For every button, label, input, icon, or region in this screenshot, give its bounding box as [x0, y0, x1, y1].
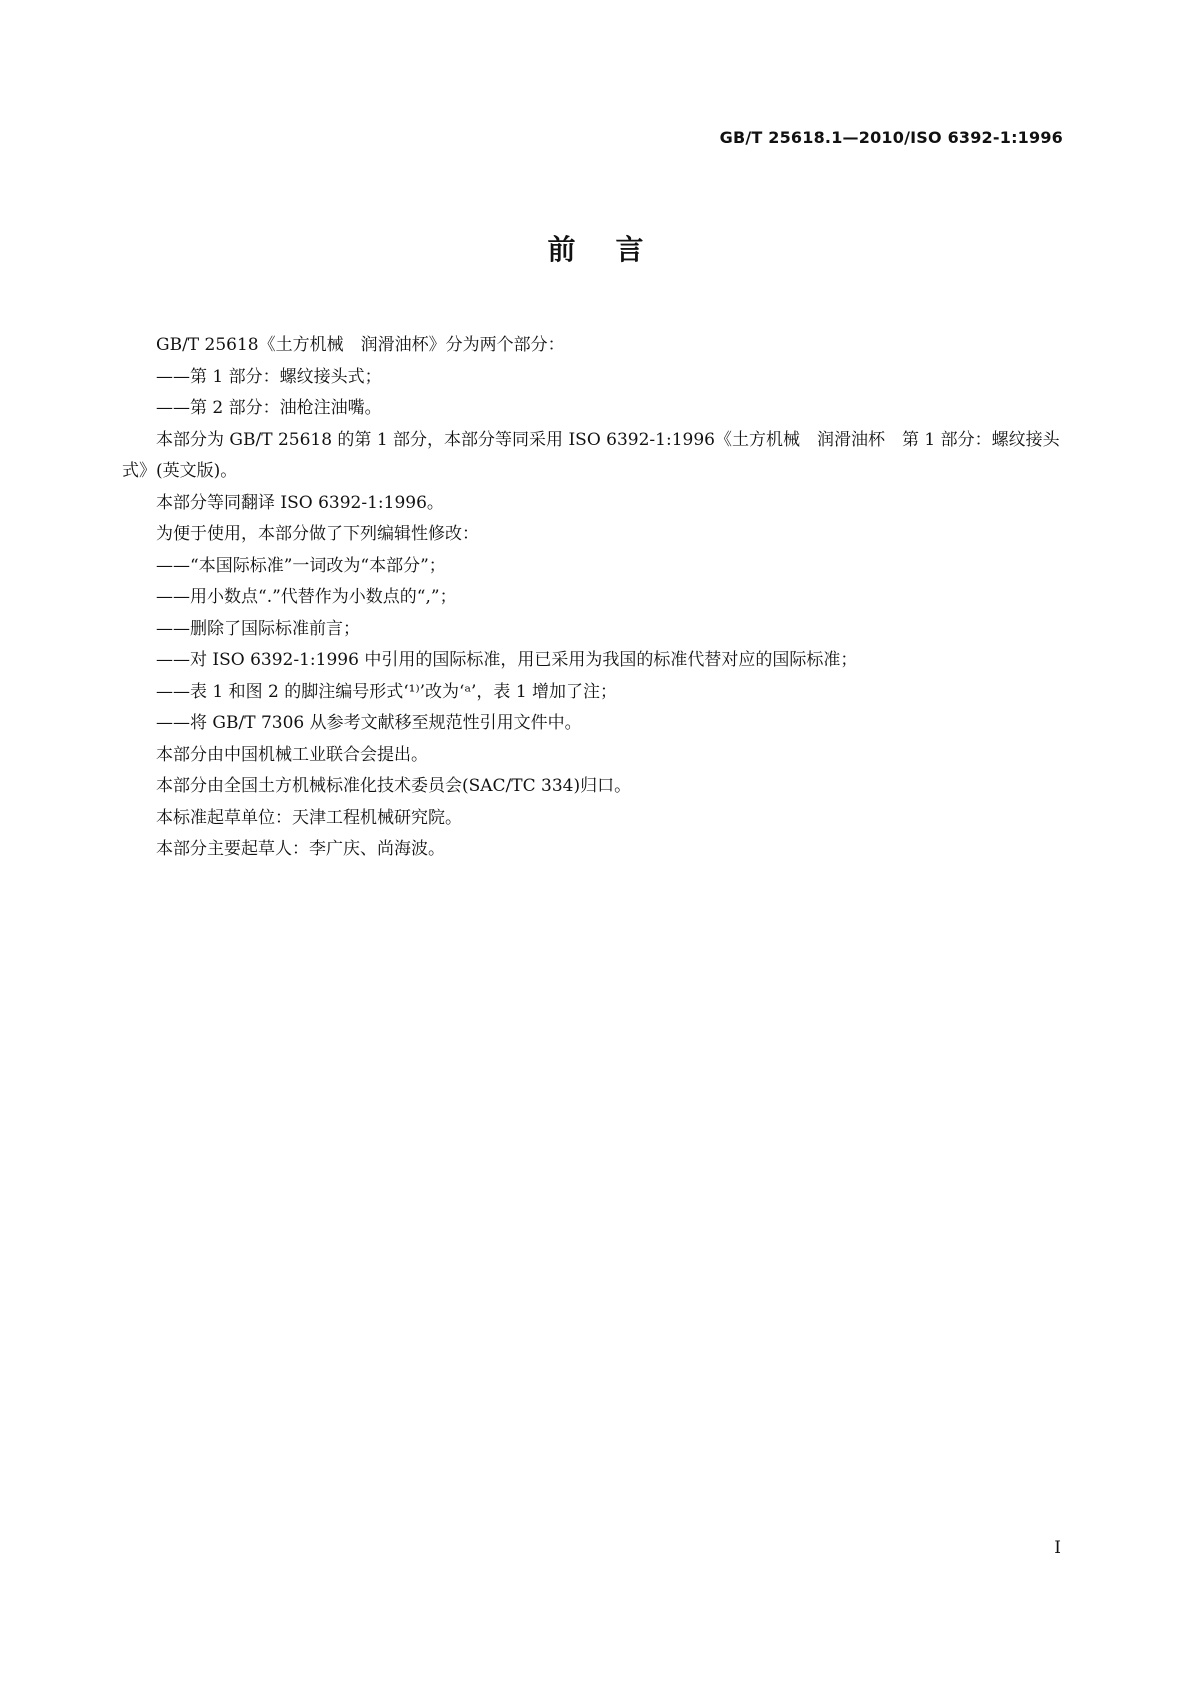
- paragraph: 本部分由全国土方机械标准化技术委员会(SAC/TC 334)归口。: [156, 776, 632, 796]
- standard-code: GB/T 25618.1—2010/ISO 6392-1:1996: [719, 128, 1063, 147]
- paragraph: 本部分为 GB/T 25618 的第 1 部分，本部分等同采用 ISO 6392-1:1996《土方机械 润滑油杯 第 1 部分：螺纹接头式》(英文版)。: [122, 429, 1060, 481]
- list-item: ——用小数点“.”代替作为小数点的“,”；: [156, 587, 457, 607]
- page-title: 前言: [547, 233, 684, 266]
- list-item: ——第 2 部分：油枪注油嘴。: [156, 398, 382, 418]
- paragraph: 本部分等同翻译 ISO 6392-1:1996。: [156, 492, 444, 513]
- page-number: I: [1054, 1538, 1061, 1558]
- list-item: ——“本国际标准”一词改为“本部分”；: [156, 555, 446, 576]
- list-item: ——表 1 和图 2 的脚注编号形式‘¹⁾’改为‘ᵃ’，表 1 增加了注；: [156, 681, 618, 702]
- paragraph: 本标准起草单位：天津工程机械研究院。: [156, 807, 462, 828]
- list-item: ——对 ISO 6392-1:1996 中引用的国际标准，用已采用为我国的标准代替对应的国际标准；: [156, 650, 858, 670]
- paragraph: 为便于使用，本部分做了下列编辑性修改：: [156, 524, 479, 544]
- paragraph: 本部分主要起草人：李广庆、尚海波。: [156, 839, 445, 859]
- paragraph: 本部分由中国机械工业联合会提出。: [156, 744, 428, 765]
- list-item: ——第 1 部分：螺纹接头式；: [156, 366, 382, 387]
- paragraph: GB/T 25618《土方机械 润滑油杯》分为两个部分：: [156, 335, 565, 355]
- list-item: ——删除了国际标准前言；: [156, 618, 360, 639]
- list-item: ——将 GB/T 7306 从参考文献移至规范性引用文件中。: [156, 713, 582, 733]
- foreword-body: [122, 330, 1067, 866]
